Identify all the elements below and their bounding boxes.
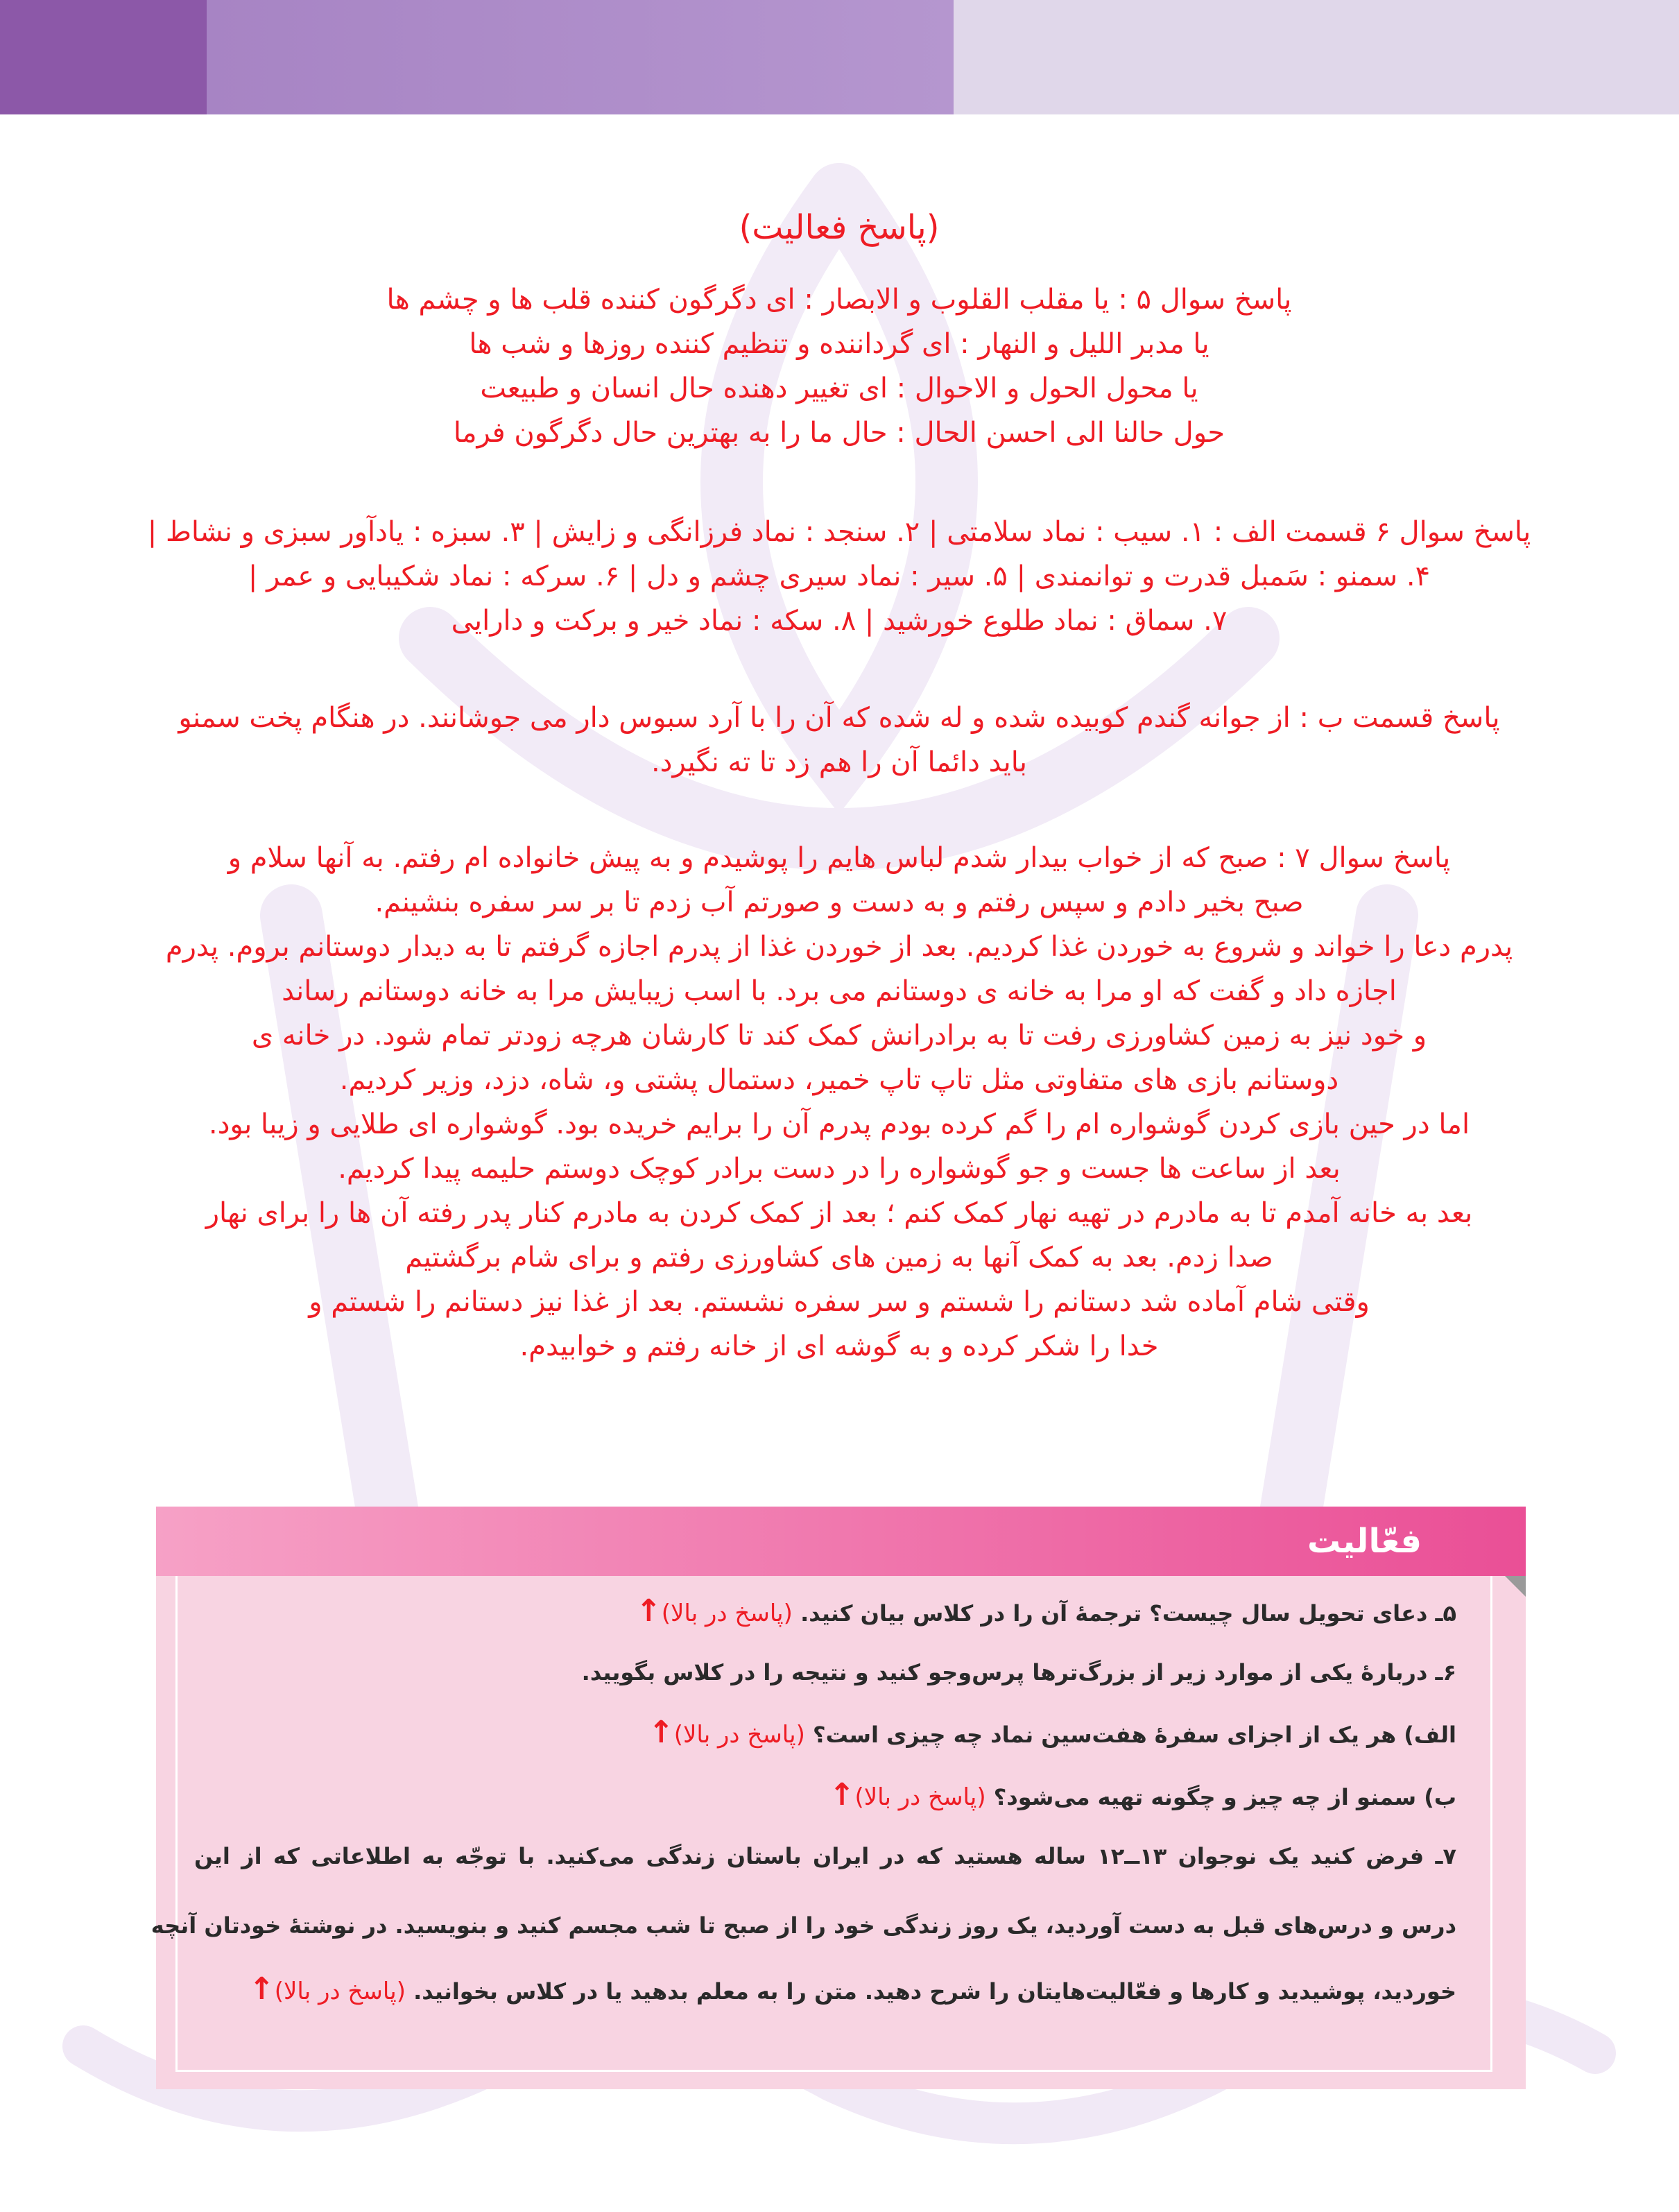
activity-q7-line3: [194, 1971, 1456, 2007]
answer-q7-line: دوستانم بازی های متفاوتی مثل تاپ تاپ خمیر، دستمال پشتی و، شاه، دزد، وزیر کردیم.: [339, 1064, 1339, 1096]
activity-q5: [194, 1593, 1456, 1629]
up-arrow-icon: ↑: [248, 1971, 275, 2007]
answer-ref-tag: (پاسخ در بالا): [274, 1978, 406, 2005]
activity-q6a: [194, 1715, 1456, 1750]
answer-ref-tag: (پاسخ در بالا): [661, 1600, 793, 1627]
activity-q6b: [194, 1777, 1456, 1812]
answer-q6-line: پاسخ سوال ۶ قسمت الف : ۱. سیب : نماد سلامتی | ۲. سنجد : نماد فرزانگی و زایش | ۳. سبزه : یادآور سبزی و نشاط |: [147, 516, 1531, 548]
activity-header: [156, 1507, 1526, 1576]
answer-ref-tag: (پاسخ در بالا): [673, 1721, 805, 1749]
answer-q5-line: پاسخ سوال ۵ : یا مقلب القلوب و الابصار : ای دگرگون کننده قلب ها و چشم ها: [386, 284, 1292, 316]
activity-q7-line2: درس و درس‌های قبل به دست آوردید، یک روز زندگی خود را از صبح تا شب مجسم کنید و بنویسید. در نوشتهٔ خودتان آنچه: [150, 1912, 1456, 1939]
answer-q7-line: اما در حین بازی کردن گوشواره ام را گم کرده بودم پدرم آن را برایم خریده بود. گوشواره ای طلایی و زیبا بود.: [208, 1108, 1470, 1140]
answer-q7-line: اجازه داد و گفت که او مرا به خانه ی دوستانم می برد. با اسب زیبایش مرا به خانه دوستانم رساند: [282, 975, 1397, 1007]
answer-q6b-line: پاسخ قسمت ب : از جوانه گندم کوبیده شده و له شده که آن را با آرد سبوس دار می جوشانند. در هنگام پخت سمنو: [178, 702, 1500, 734]
answer-q7-line: پدرم دعا را خواند و شروع به خوردن غذا کردیم. بعد از خوردن غذا از پدرم اجازه گرفتم تا به دیدار دوستانم بروم. پدرم: [165, 931, 1513, 963]
answer-ref-tag: (پاسخ در بالا): [854, 1783, 986, 1811]
activity-q6a-text: الف) هر یک از اجزای سفرهٔ هفت‌سین نماد چه چیزی است؟: [813, 1722, 1456, 1748]
activity-q5-text: ۵ـ دعای تحویل سال چیست؟ ترجمهٔ آن را در کلاس بیان کنید.: [800, 1600, 1456, 1627]
answer-title: (پاسخ فعالیت): [739, 208, 940, 247]
activity-q7-line1: ۷ـ فرض کنید یک نوجوان ۱۳ــ۱۲ ساله هستید که در ایران باستان زندگی می‌کنید. با توجّه به اطلاعاتی که از این: [194, 1843, 1456, 1869]
up-arrow-icon: ↑: [829, 1777, 855, 1812]
answer-q7-line: بعد به خانه آمدم تا به مادرم در تهیه نهار کمک کنم ؛ بعد از کمک کردن به مادرم کنار پدر رفته آن ها را برای نهار: [205, 1197, 1473, 1229]
answer-q7-line: و خود نیز به زمین کشاورزی رفت تا به برادرانش کمک کند تا کارشان هرچه زودتر تمام شود. در خانه ی: [251, 1020, 1427, 1052]
top-decorative-bar: [0, 0, 1679, 114]
activity-title: فعّالیت: [1307, 1522, 1422, 1561]
answer-q6-line: ۴. سمنو : سَمبل قدرت و توانمندی | ۵. سیر : نماد سیری چشم و دل | ۶. سرکه : نماد شکیبایی و عمر |: [248, 560, 1431, 592]
answer-q6b-line: باید دائما آن را هم زد تا ته نگیرد.: [651, 746, 1028, 778]
activity-q7-line3-text: خوردید، پوشیدید و کارها و فعّالیت‌هایتان را شرح دهید. متن را به معلم بدهید یا در کلاس بخوانید.: [413, 1978, 1456, 2005]
answer-q7-line: بعد از ساعت ها جست و جو گوشواره را در دست برادر کوچک دوستم حلیمه پیدا کردیم.: [338, 1153, 1341, 1185]
answer-q7-line: صدا زدم. بعد به کمک آنها به زمین های کشاورزی رفتم و برای شام برگشتیم: [405, 1242, 1273, 1274]
top-bar-light-segment: [954, 0, 1679, 114]
answer-q7-line: خدا را شکر کرده و به گوشه ای از خانه رفتم و خوابیدم.: [519, 1330, 1159, 1362]
activity-q6b-text: ب) سمنو از چه چیز و چگونه تهیه می‌شود؟: [993, 1784, 1456, 1810]
up-arrow-icon: ↑: [635, 1593, 662, 1629]
answer-q6-line: ۷. سماق : نماد طلوع خورشید | ۸. سکه : نماد خیر و برکت و دارایی: [451, 605, 1228, 637]
answer-q5-line: یا مدبر اللیل و النهار : ای گرداننده و تنظیم کننده روزها و شب ها: [469, 328, 1209, 360]
top-bar-dark-segment: [0, 0, 207, 114]
up-arrow-icon: ↑: [648, 1715, 674, 1750]
activity-q6: [194, 1659, 1456, 1686]
top-bar-mid-segment: [207, 0, 954, 114]
answer-q7-line: پاسخ سوال ۷ : صبح که از خواب بیدار شدم لباس هایم را پوشیدم و به پیش خانواده ام رفتم. به آنها سلام و: [227, 842, 1451, 874]
activity-q6-text: ۶ـ دربارهٔ یکی از موارد زیر از بزرگ‌ترها پرس‌وجو کنید و نتیجه را در کلاس بگویید.: [581, 1659, 1456, 1686]
answer-q7-block: [55, 836, 1623, 1369]
answer-q5-line: حول حالنا الی احسن الحال : حال ما را به بهترین حال دگرگون فرما: [453, 417, 1225, 449]
answer-q7-line: وقتی شام آماده شد دستانم را شستم و سر سفره نشستم. بعد از غذا نیز دستانم را شستم و: [309, 1286, 1370, 1318]
answer-q6b-block: [55, 696, 1623, 785]
answer-q5-block: [55, 277, 1623, 455]
answer-q7-line: صبح بخیر دادم و سپس رفتم و به دست و صورتم آب زدم تا بر سر سفره بنشینم.: [374, 886, 1304, 918]
answer-q6-block: [55, 510, 1623, 643]
answer-q5-line: یا محول الحول و الاحوال : ای تغییر دهنده حال انسان و طبیعت: [480, 372, 1198, 404]
activity-box: [150, 1507, 1526, 2089]
